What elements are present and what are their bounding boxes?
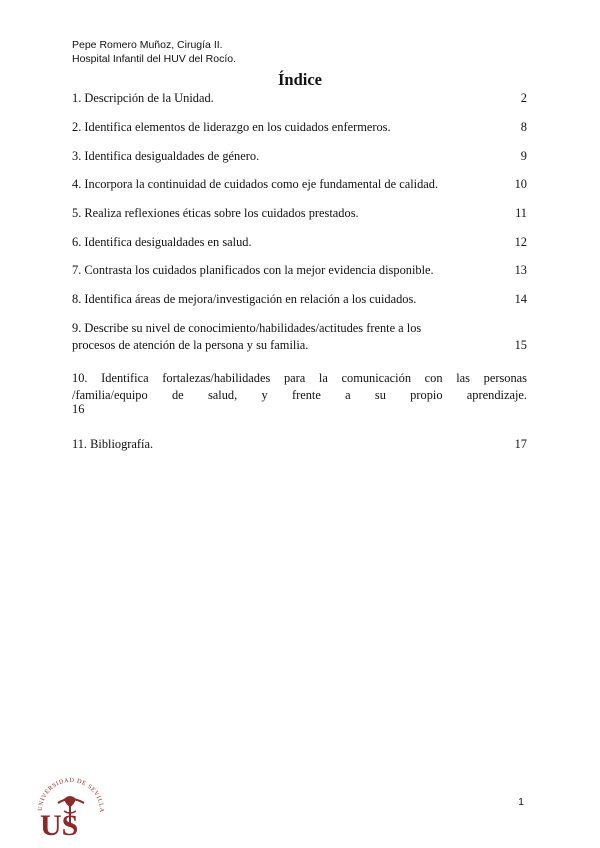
toc-entry-6[interactable]	[72, 234, 527, 251]
toc-entry-10[interactable]	[72, 370, 527, 418]
toc-entry-page: 13	[514, 263, 527, 277]
toc-entry-text: 2. Identifica elementos de liderazgo en los cuidados enfermeros.	[72, 120, 391, 134]
page-header	[72, 38, 236, 66]
toc-entry-text-line1: 10. Identifica fortalezas/habilidades para la comunicación con las personas	[72, 371, 527, 385]
toc-entry-text: 8. Identifica áreas de mejora/investigación en relación a los cuidados.	[72, 292, 417, 306]
toc-entry-text: 1. Descripción de la Unidad.	[72, 91, 214, 105]
toc-entry-text-line2: /familia/equipo de salud, y frente a su propio aprendizaje.	[72, 388, 527, 402]
toc-entry-page: 12	[514, 235, 527, 249]
toc-entry-11[interactable]	[72, 436, 527, 453]
logo-ring-text: UNIVERSIDAD DE SEVILLA	[36, 777, 106, 813]
toc-entry-text: 7. Contrasta los cuidados planificados con la mejor evidencia disponible.	[72, 263, 434, 277]
header-hospital-line: Hospital Infantil del HUV del Rocío.	[72, 53, 236, 65]
toc-entry-text: 3. Identifica desigualdades de género.	[72, 149, 260, 163]
toc-entry-8[interactable]	[72, 291, 527, 308]
toc-entry-page: 17	[514, 437, 527, 451]
toc-entry-1[interactable]	[72, 90, 527, 107]
page-number: 1	[518, 796, 524, 808]
toc-entry-text-line1: 9. Describe su nivel de conocimiento/habilidades/actitudes frente a los	[72, 321, 422, 335]
toc-entry-page: 8	[520, 120, 527, 134]
toc-entry-page: 2	[520, 91, 527, 105]
logo-letters: US	[40, 809, 79, 839]
toc-entry-2[interactable]	[72, 119, 527, 136]
toc-entry-4[interactable]	[72, 176, 527, 193]
toc-entry-page: 15	[514, 338, 527, 352]
toc-entry-3[interactable]	[72, 148, 527, 165]
toc-entry-page: 9	[520, 149, 527, 163]
toc-entry-text: 4. Incorpora la continuidad de cuidados como eje fundamental de calidad.	[72, 177, 439, 191]
toc-entry-9[interactable]	[72, 320, 527, 354]
toc-entry-7[interactable]	[72, 262, 527, 279]
toc-entry-5[interactable]	[72, 205, 527, 222]
toc-entry-text: 11. Bibliografía.	[72, 437, 154, 451]
toc-entry-text: 5. Realiza reflexiones éticas sobre los cuidados prestados.	[72, 206, 359, 220]
header-author-line: Pepe Romero Muñoz, Cirugía II.	[72, 39, 223, 51]
toc-entry-text: 6. Identifica desigualdades en salud.	[72, 235, 252, 249]
toc-entry-text-line2: procesos de atención de la persona y su familia.	[72, 338, 309, 352]
toc-entry-page: 11	[515, 206, 527, 220]
toc-entry-page: 10	[514, 177, 527, 191]
university-logo	[34, 777, 106, 839]
university-seal-icon	[34, 777, 106, 839]
toc-entry-page: 16	[72, 402, 85, 416]
toc-entry-text	[72, 320, 515, 354]
toc-entry-page: 14	[514, 292, 527, 306]
index-title: Índice	[277, 70, 322, 89]
